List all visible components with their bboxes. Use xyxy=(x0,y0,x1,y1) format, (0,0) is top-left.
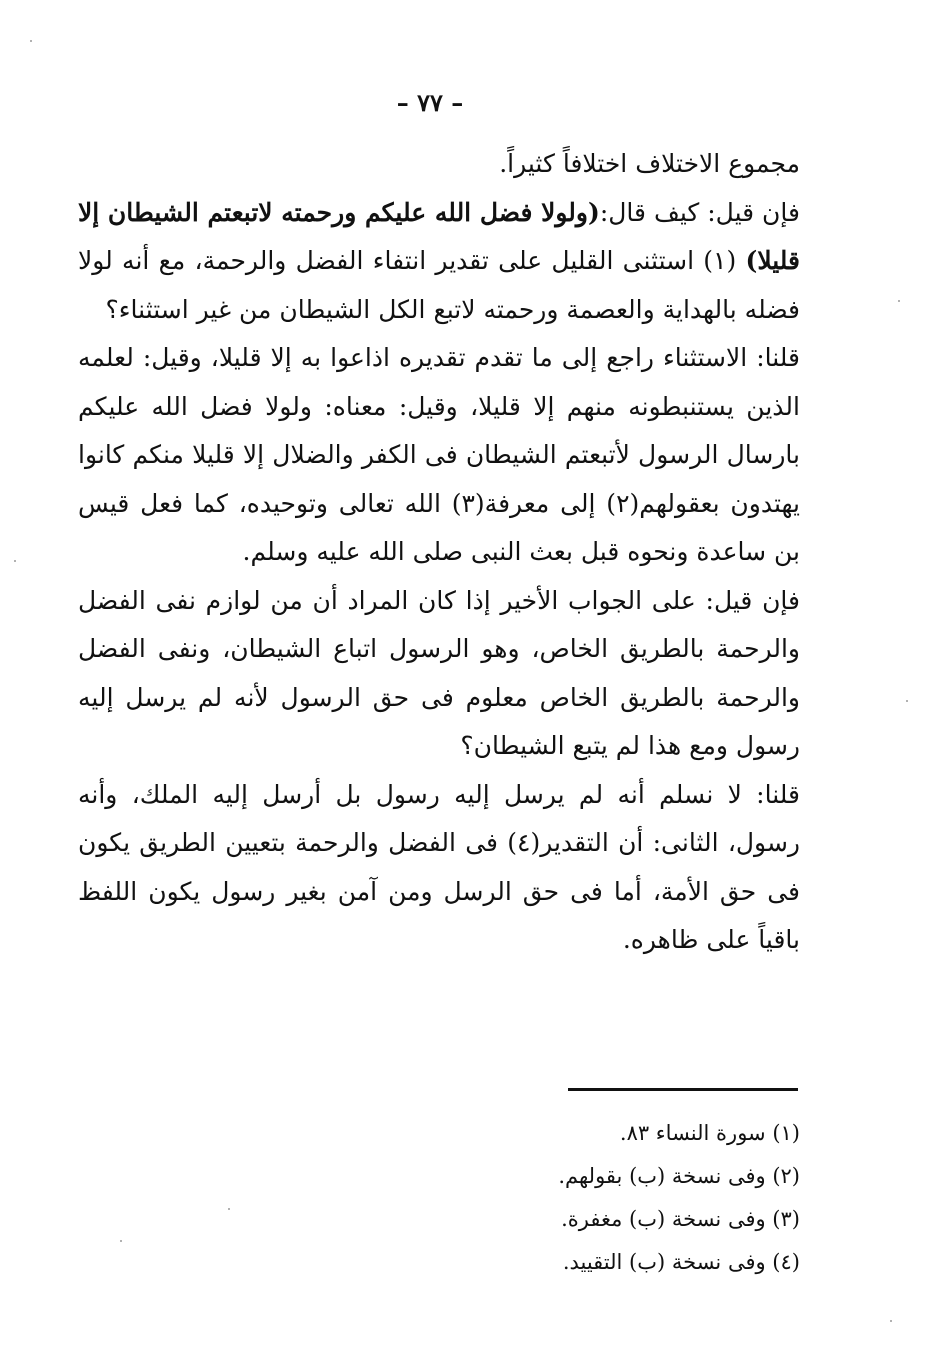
scan-speck xyxy=(890,1320,892,1322)
footnote-divider xyxy=(568,1088,798,1091)
main-text xyxy=(78,140,800,965)
scan-speck xyxy=(898,300,900,302)
question-intro: فإن قيل: كيف قال: xyxy=(599,197,800,227)
footnotes xyxy=(400,1112,800,1284)
paragraph-question-1 xyxy=(78,189,800,335)
page-number: – ٧٧ – xyxy=(396,88,464,117)
footnote-2: (٢) وفى نسخة (ب) بقولهم. xyxy=(558,1164,800,1188)
paragraph-answer-2: قلنا: لا نسلم أنه لم يرسل إليه رسول بل أرسل إليه الملك، وأنه رسول، الثانى: أن التقدير(٤) فى الفضل والرحمة بتعيين الطريق يكون فى حق الأمة، أما فى حق الرسل ومن آمن بغير رسول يكون اللفظ باقياً على ظاهره. xyxy=(78,779,800,954)
scan-speck xyxy=(30,40,32,42)
scan-speck xyxy=(228,1208,230,1210)
paragraph-answer-1: قلنا: الاستثناء راجع إلى ما تقدم تقديره اذاعوا به إلا قليلا، وقيل: لعلمه الذين يستنبطونه منهم إلا قليلا، وقيل: معناه: ولولا فضل الله عليكم بارسال الرسول لأتبعتم الشيطان فى الكفر والضلال إلا قليلا منكم كانوا يهتدون بعقولهم(٢) إلى معرفة(٣) الله تعالى وتوحيده، كما فعل قيس بن ساعدة ونحوه قبل بعث النبى صلى الله عليه وسلم. xyxy=(78,343,801,566)
question-text: (١) استثنى القليل على تقدير انتفاء الفضل والرحمة، مع أنه لولا فضله بالهداية والعصمة ورحمته لاتبع الكل الشيطان من غير استثناء؟ xyxy=(78,246,800,324)
scan-speck xyxy=(120,1240,122,1242)
paragraph-question-2: فإن قيل: على الجواب الأخير إذا كان المراد أن من لوازم نفى الفضل والرحمة بالطريق الخاص، وهو الرسول اتباع الشيطان، ونفى الفضل والرحمة بالطريق الخاص معلوم فى حق الرسول لأنه لم يرسل إليه رسول ومع هذا لم يتبع الشيطان؟ xyxy=(78,585,800,760)
paragraph-continuation: مجموع الاختلاف اختلافاً كثيراً. xyxy=(499,149,800,178)
scan-speck xyxy=(906,700,908,702)
quranic-quote: (ولولا فضل الله عليكم ورحمته لاتبعتم الشيطان إلا قليلا) xyxy=(78,197,801,275)
footnote-4: (٤) وفى نسخة (ب) التقييد. xyxy=(562,1250,800,1274)
footnote-1: (١) سورة النساء ٨٣. xyxy=(619,1121,800,1145)
scan-speck xyxy=(14,560,16,562)
footnote-3: (٣) وفى نسخة (ب) مغفرة. xyxy=(561,1207,800,1231)
